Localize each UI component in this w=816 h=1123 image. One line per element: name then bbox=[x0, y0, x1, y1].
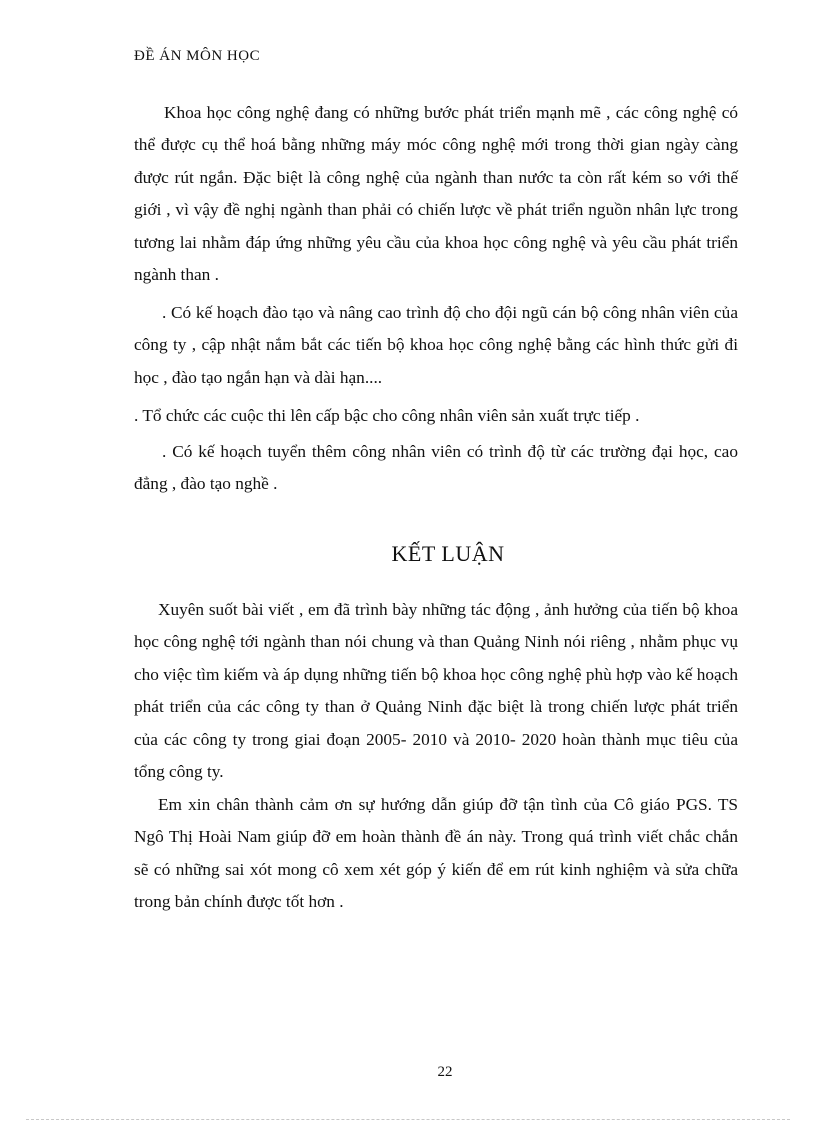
paragraph-exams bbox=[134, 400, 738, 432]
conclusion-paragraph-thanks bbox=[134, 789, 738, 919]
paragraph-training-plan bbox=[134, 297, 738, 394]
paragraph-text: . Có kế hoạch tuyển thêm công nhân viên có trình độ từ các trường đại học, cao đẳng , đào tạo nghề . bbox=[134, 442, 738, 494]
paragraph-text: Em xin chân thành cảm ơn sự hướng dẫn giúp đỡ tận tình của Cô giáo PGS. TS Ngô Thị Hoài Nam giúp đỡ em hoàn thành đề án này. Trong quá trình viết chắc chắn sẽ có những sai xót mong cô xem xét góp ý kiến để em rút kinh nghiệm và sửa chữa trong bản chính được tốt hơn . bbox=[134, 795, 738, 912]
conclusion-heading: KẾT LUẬN bbox=[391, 541, 505, 566]
paragraph-text: Khoa học công nghệ đang có những bước phát triển mạnh mẽ , các công nghệ có thể được cụ thể hoá bằng những máy móc công nghệ mới trong thời gian ngày càng được rút ngắn. Đặc biệt là công nghệ của ngành than nước ta còn rất kém so với thế giới , vì vậy đề nghị ngành than phải có chiến lược về phát triển nguồn nhân lực trong tương lai nhằm đáp ứng những yêu cầu của khoa học công nghệ và yêu cầu phát triển ngành than . bbox=[134, 103, 738, 285]
conclusion-paragraph-summary bbox=[134, 594, 738, 788]
page-bottom-divider bbox=[26, 1119, 790, 1120]
paragraph-text: Xuyên suốt bài viết , em đã trình bày những tác động , ảnh hưởng của tiến bộ khoa học công nghệ tới ngành than nói chung và than Quảng Ninh nói riêng , nhằm phục vụ cho việc tìm kiếm và áp dụng những tiến bộ khoa học công nghệ phù hợp vào kế hoạch phát triển của các công ty than ở Quảng Ninh đặc biệt là trong chiến lược phát triển của các công ty trong giai đoạn 2005- 2010 và 2010- 2020 hoàn thành mục tiêu của tổng công ty. bbox=[134, 600, 738, 782]
paragraph-text: . Tổ chức các cuộc thi lên cấp bậc cho công nhân viên sản xuất trực tiếp . bbox=[134, 406, 640, 425]
paragraph-science-technology bbox=[134, 97, 738, 291]
page-number: 22 bbox=[437, 1064, 453, 1080]
paragraph-text: . Có kế hoạch đào tạo và nâng cao trình độ cho đội ngũ cán bộ công nhân viên của công ty , cập nhật nắm bắt các tiến bộ khoa học công nghệ bằng các hình thức gửi đi học , đào tạo ngắn hạn và dài hạn.... bbox=[134, 303, 738, 387]
page-header: ĐỀ ÁN MÔN HỌC bbox=[134, 48, 261, 64]
paragraph-recruitment bbox=[134, 436, 738, 501]
